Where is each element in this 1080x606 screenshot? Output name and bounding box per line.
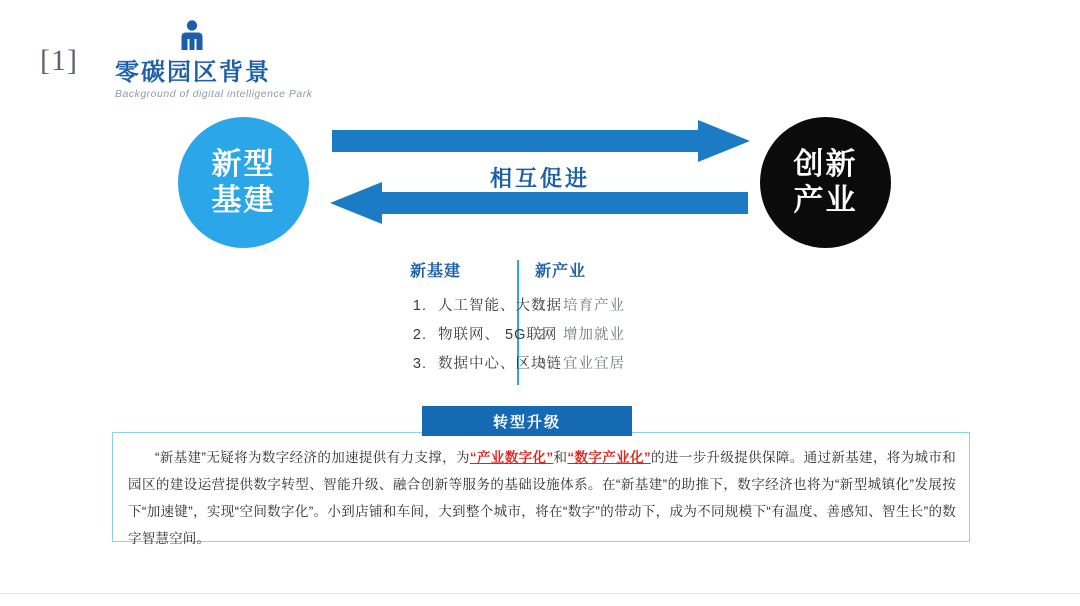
- list-item: 2. 物联网、 5G联网: [432, 321, 562, 350]
- list-item: 1. 培育产业: [557, 292, 625, 321]
- arrow-center-label: 相互促进: [489, 166, 590, 191]
- list-heading-right: 新产业: [535, 263, 587, 280]
- circle-left-line2: 基建: [211, 183, 276, 217]
- list-heading-left: 新基建: [410, 263, 462, 280]
- circle-innovation-industry: [760, 117, 891, 248]
- circle-right-line1: 创新: [793, 148, 858, 182]
- slide-number: [1]: [40, 44, 78, 77]
- slide-header: [40, 18, 560, 113]
- arrow-right-icon: [332, 120, 750, 162]
- summary-paragraph: [128, 444, 956, 552]
- paragraph-part-2: 和: [553, 450, 568, 465]
- paragraph-part-1: “新基建”无疑将为数字经济的加速提供有力支撑，为: [155, 450, 470, 465]
- list-item: 2. 增加就业: [557, 321, 625, 350]
- page-subtitle: Background of digital intelligence Park: [115, 88, 313, 100]
- page-title: 零碳园区背景: [115, 59, 271, 86]
- lists-section: [320, 258, 780, 388]
- list-item: 1. 人工智能、大数据: [432, 292, 562, 321]
- paragraph-highlight-1: “产业数字化”: [469, 450, 554, 465]
- footer-divider: [0, 593, 1080, 594]
- person-icon: [175, 18, 209, 52]
- list-item: 3. 宜业宜居: [557, 350, 625, 379]
- circle-right-line2: 产业: [793, 183, 858, 217]
- circle-new-infrastructure: [178, 117, 309, 248]
- paragraph-highlight-2: “数字产业化”: [567, 450, 651, 465]
- paragraph-part-3: 的进一步升级提供保障。通过新基建，将为城市和园区的建设运营提供数字转型、智能升级、融合创新等服务的基础设施体系。在“新基建”的助推下，数字经济也将为“新型城镇化”发展按下“加速键”，实现“空间数字化”。小到店铺和车间，大到整个城市，将在“数字”的带动下，成为不同规模下“有温度、善感知、智生长”的数字智慧空间。: [128, 450, 956, 546]
- summary-tab-label: 转型升级: [422, 406, 632, 436]
- list-new-industry: [535, 258, 625, 379]
- circle-left-line1: 新型: [211, 148, 276, 182]
- list-item: 3. 数据中心、区块链: [432, 350, 562, 379]
- list-items-right: [535, 292, 625, 379]
